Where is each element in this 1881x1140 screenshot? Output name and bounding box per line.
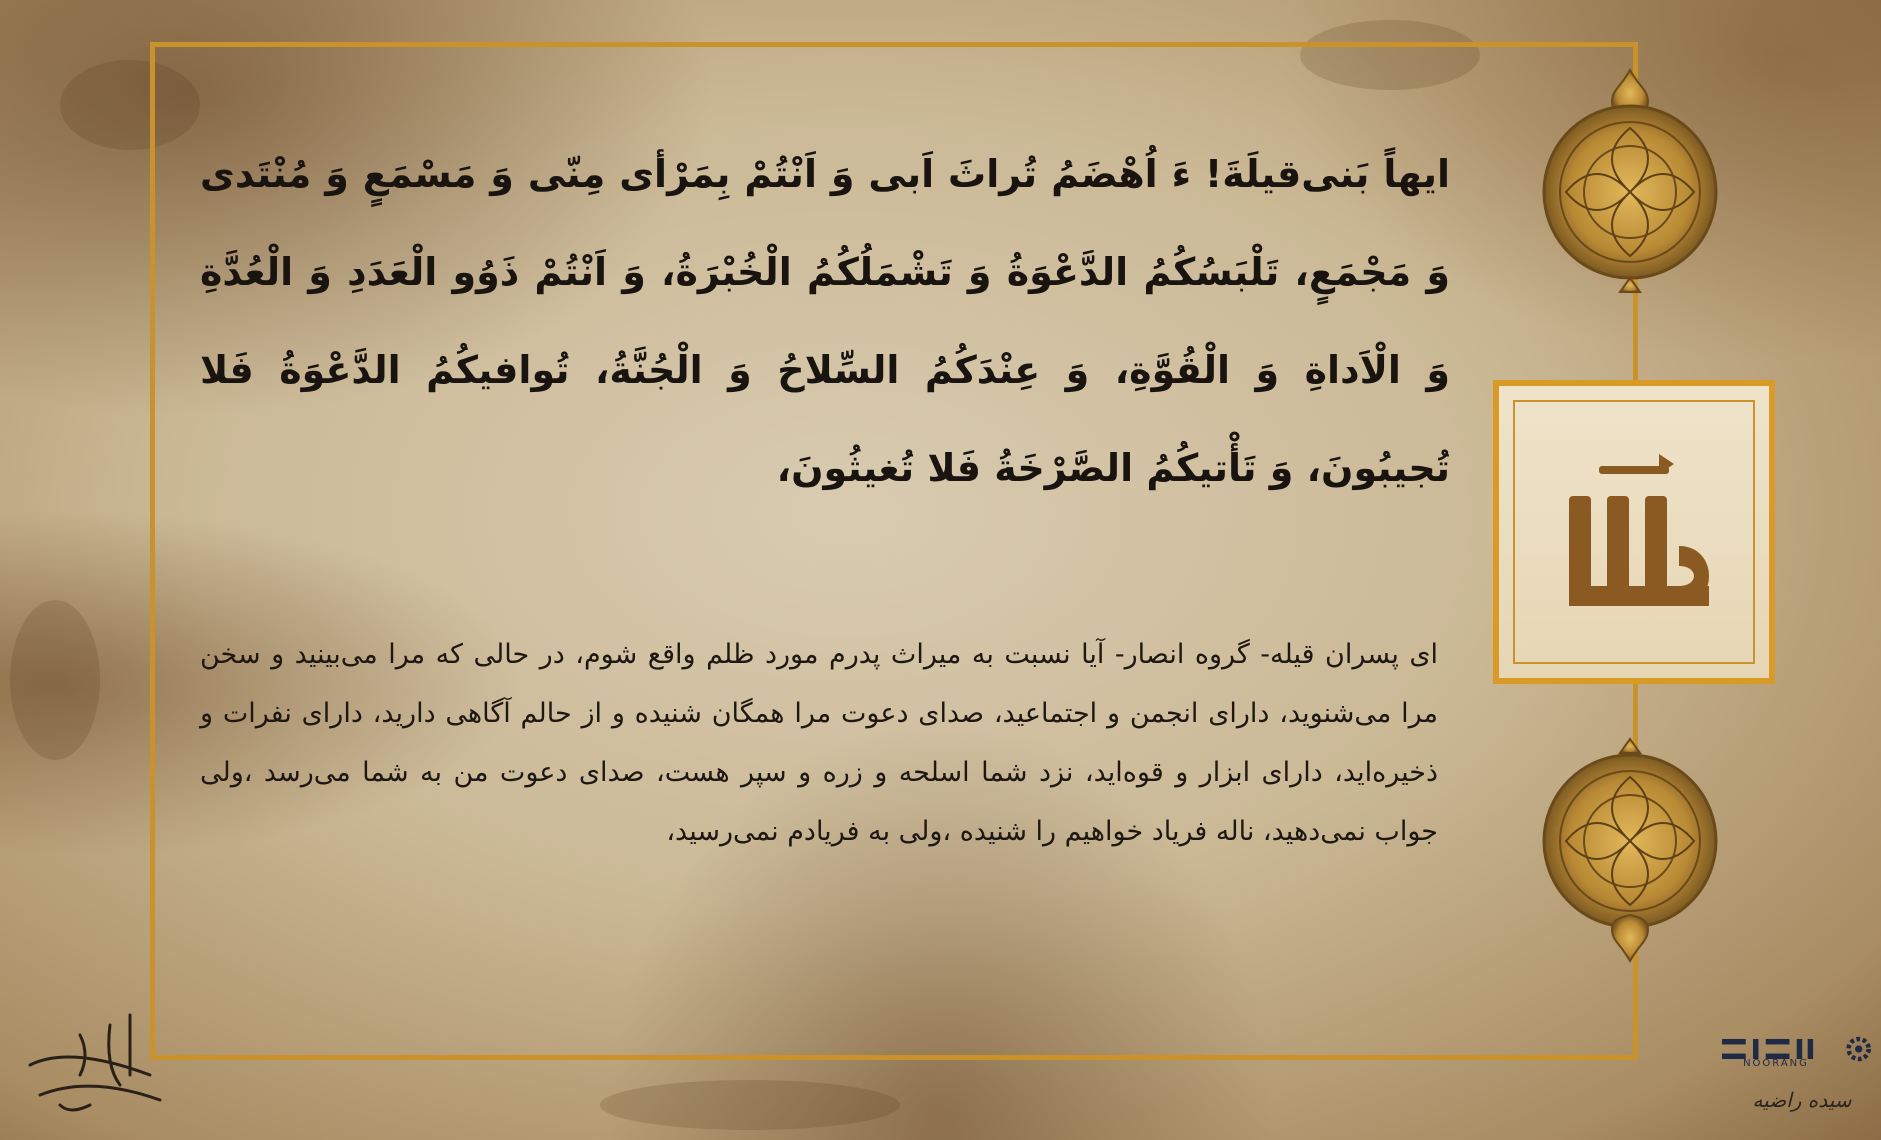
gear-icon: [1845, 1034, 1872, 1064]
allah-calligraphy-icon: [1539, 436, 1729, 626]
paper-stain: [10, 600, 100, 760]
artist-credit: سیده راضیه: [1752, 1088, 1852, 1112]
paper-stain: [600, 1080, 900, 1130]
allah-calligraphy-panel: [1493, 380, 1775, 684]
arabic-sermon-text: ایهاً بَنی‌قیلَةَ! ءَ اُهْضَمُ تُراثَ اَبی وَ اَنْتُمْ بِمَرْأی مِنّی وَ مَسْمَعٍ وَ مُنْتَدی وَ مَجْمَعٍ، تَلْبَسُکُمُ الدَّعْوَةُ وَ تَشْمَلُکُمُ الْخُبْرَةُ، وَ اَنْتُمْ ذَوُو الْعَدَدِ وَ الْعُدَّةِ وَ الْاَداةِ وَ الْقُوَّةِ، وَ عِنْدَکُمُ السِّلاحُ وَ الْجُنَّةُ، تُوافیکُمُ الدَّعْوَةُ فَلا تُجیبُونَ، وَ تَأْتیکُمُ الصَّرْخَةُ فَلا تُغیثُونَ،: [200, 152, 1450, 490]
ornament-medallion-icon: [1536, 68, 1724, 294]
ornament-medallion-icon: [1536, 737, 1724, 963]
logo-caption: NOORANG: [1743, 1058, 1809, 1069]
signature-calligraphy-icon: [10, 1005, 170, 1125]
persian-translation-text: ای پسران قیله- گروه انصار- آیا نسبت به میراث پدرم مورد ظلم واقع شوم، در حالی که مرا می‌بینید و سخن مرا می‌شنوید، دارای انجمن و اجتماعید، صدای دعوت مرا همگان شنیده و از حالم آگاهی دارید، دارای نفرات و ذخیره‌اید، دارای ابزار و قوه‌اید، نزد شما اسلحه و زره و سپر هست، صدای دعوت من به شما می‌رسد ،ولی جواب نمی‌دهید، ناله فریاد خواهیم را شنیده ،ولی به فریادم نمی‌رسید،: [200, 639, 1438, 847]
